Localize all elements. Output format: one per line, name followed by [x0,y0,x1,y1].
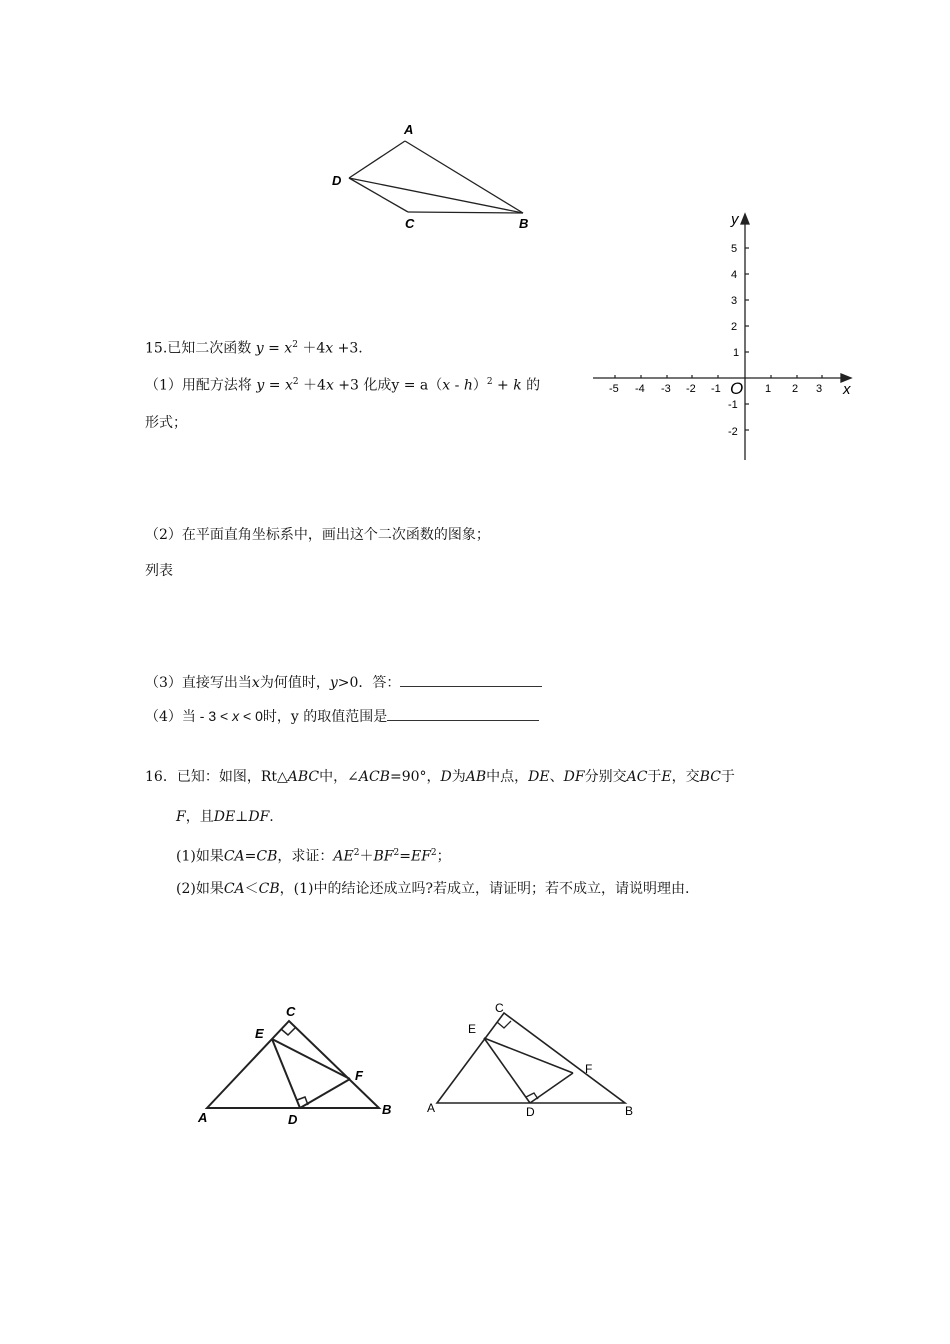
label-b: B [625,1104,634,1118]
label-d: D [288,1112,298,1127]
label-c: C [495,1001,504,1015]
x-tick-label: 1 [765,383,772,395]
label-a: A [198,1110,208,1125]
x-tick-label: -5 [609,383,619,395]
y-tick-label: 3 [731,295,738,307]
y-tick-label: -2 [728,426,738,438]
label-d: D [526,1105,535,1119]
label-a: A [404,122,414,137]
label-c: C [286,1004,296,1019]
label-f: F [585,1062,593,1076]
q15-part3: （3）直接写出当x为何值时，y>0．答： [145,672,542,692]
y-axis-label: y [731,211,739,228]
triangle-figure-right [420,995,650,1125]
q15-stem: 15.已知二次函数 $y = x^2 +4x +3$. [145,340,363,357]
q15-part2: （2）在平面直角坐标系中，画出这个二次函数的图象； [145,527,490,543]
x-tick-label: -2 [686,383,696,395]
x-tick-label: -3 [661,383,671,395]
q15-part1: （1）用配方法将 $y = x^2 +4x +3$ 化成y = a（x - h）$^2$ + k 的 [145,377,541,394]
coordinate-system [585,205,865,465]
q15-part2-table: 列表 [145,563,173,579]
y-tick-label: 1 [733,347,740,359]
x-tick-label: 2 [792,383,799,395]
q16-part1: (1)如果CA=CB，求证：$AE^2+BF^2=EF^2$； [176,848,451,865]
label-a: A [427,1101,436,1115]
label-e: E [255,1026,264,1041]
label-f: F [355,1068,363,1083]
triangle-figure-left [190,1000,410,1130]
origin-label: O [730,379,744,398]
label-e: E [468,1022,477,1036]
x-tick-label: 3 [816,383,823,395]
y-tick-label: 4 [731,269,738,281]
answer-blank[interactable] [387,706,539,721]
label-c: C [405,216,415,231]
y-tick-label: 5 [731,243,738,255]
label-b: B [519,216,529,231]
x-tick-label: -4 [635,383,645,395]
y-tick-label: -1 [728,399,738,411]
y-tick-label: 2 [731,321,738,333]
q16-stem-cont: F，且DE⊥DF. [176,809,274,825]
q15-part4: （4）当 - 3 < x < 0时，y 的取值范围是 [145,706,539,726]
q15-part1-cont: 形式； [145,415,187,431]
q16-part2: (2)如果CA＜CB，(1)中的结论还成立吗?若成立，请证明；若不成立，请说明理由. [176,881,690,897]
label-b: B [382,1102,392,1117]
label-d: D [332,173,342,188]
x-axis-label: x [843,381,851,398]
answer-blank[interactable] [400,672,542,687]
q16-stem: 16．已知：如图，Rt△ABC中，∠ACB=90°，D为AB中点，DE、DF分别交AC于E，交BC于 [145,769,735,785]
x-tick-label: -1 [711,383,721,395]
quadrilateral-figure [320,120,540,235]
